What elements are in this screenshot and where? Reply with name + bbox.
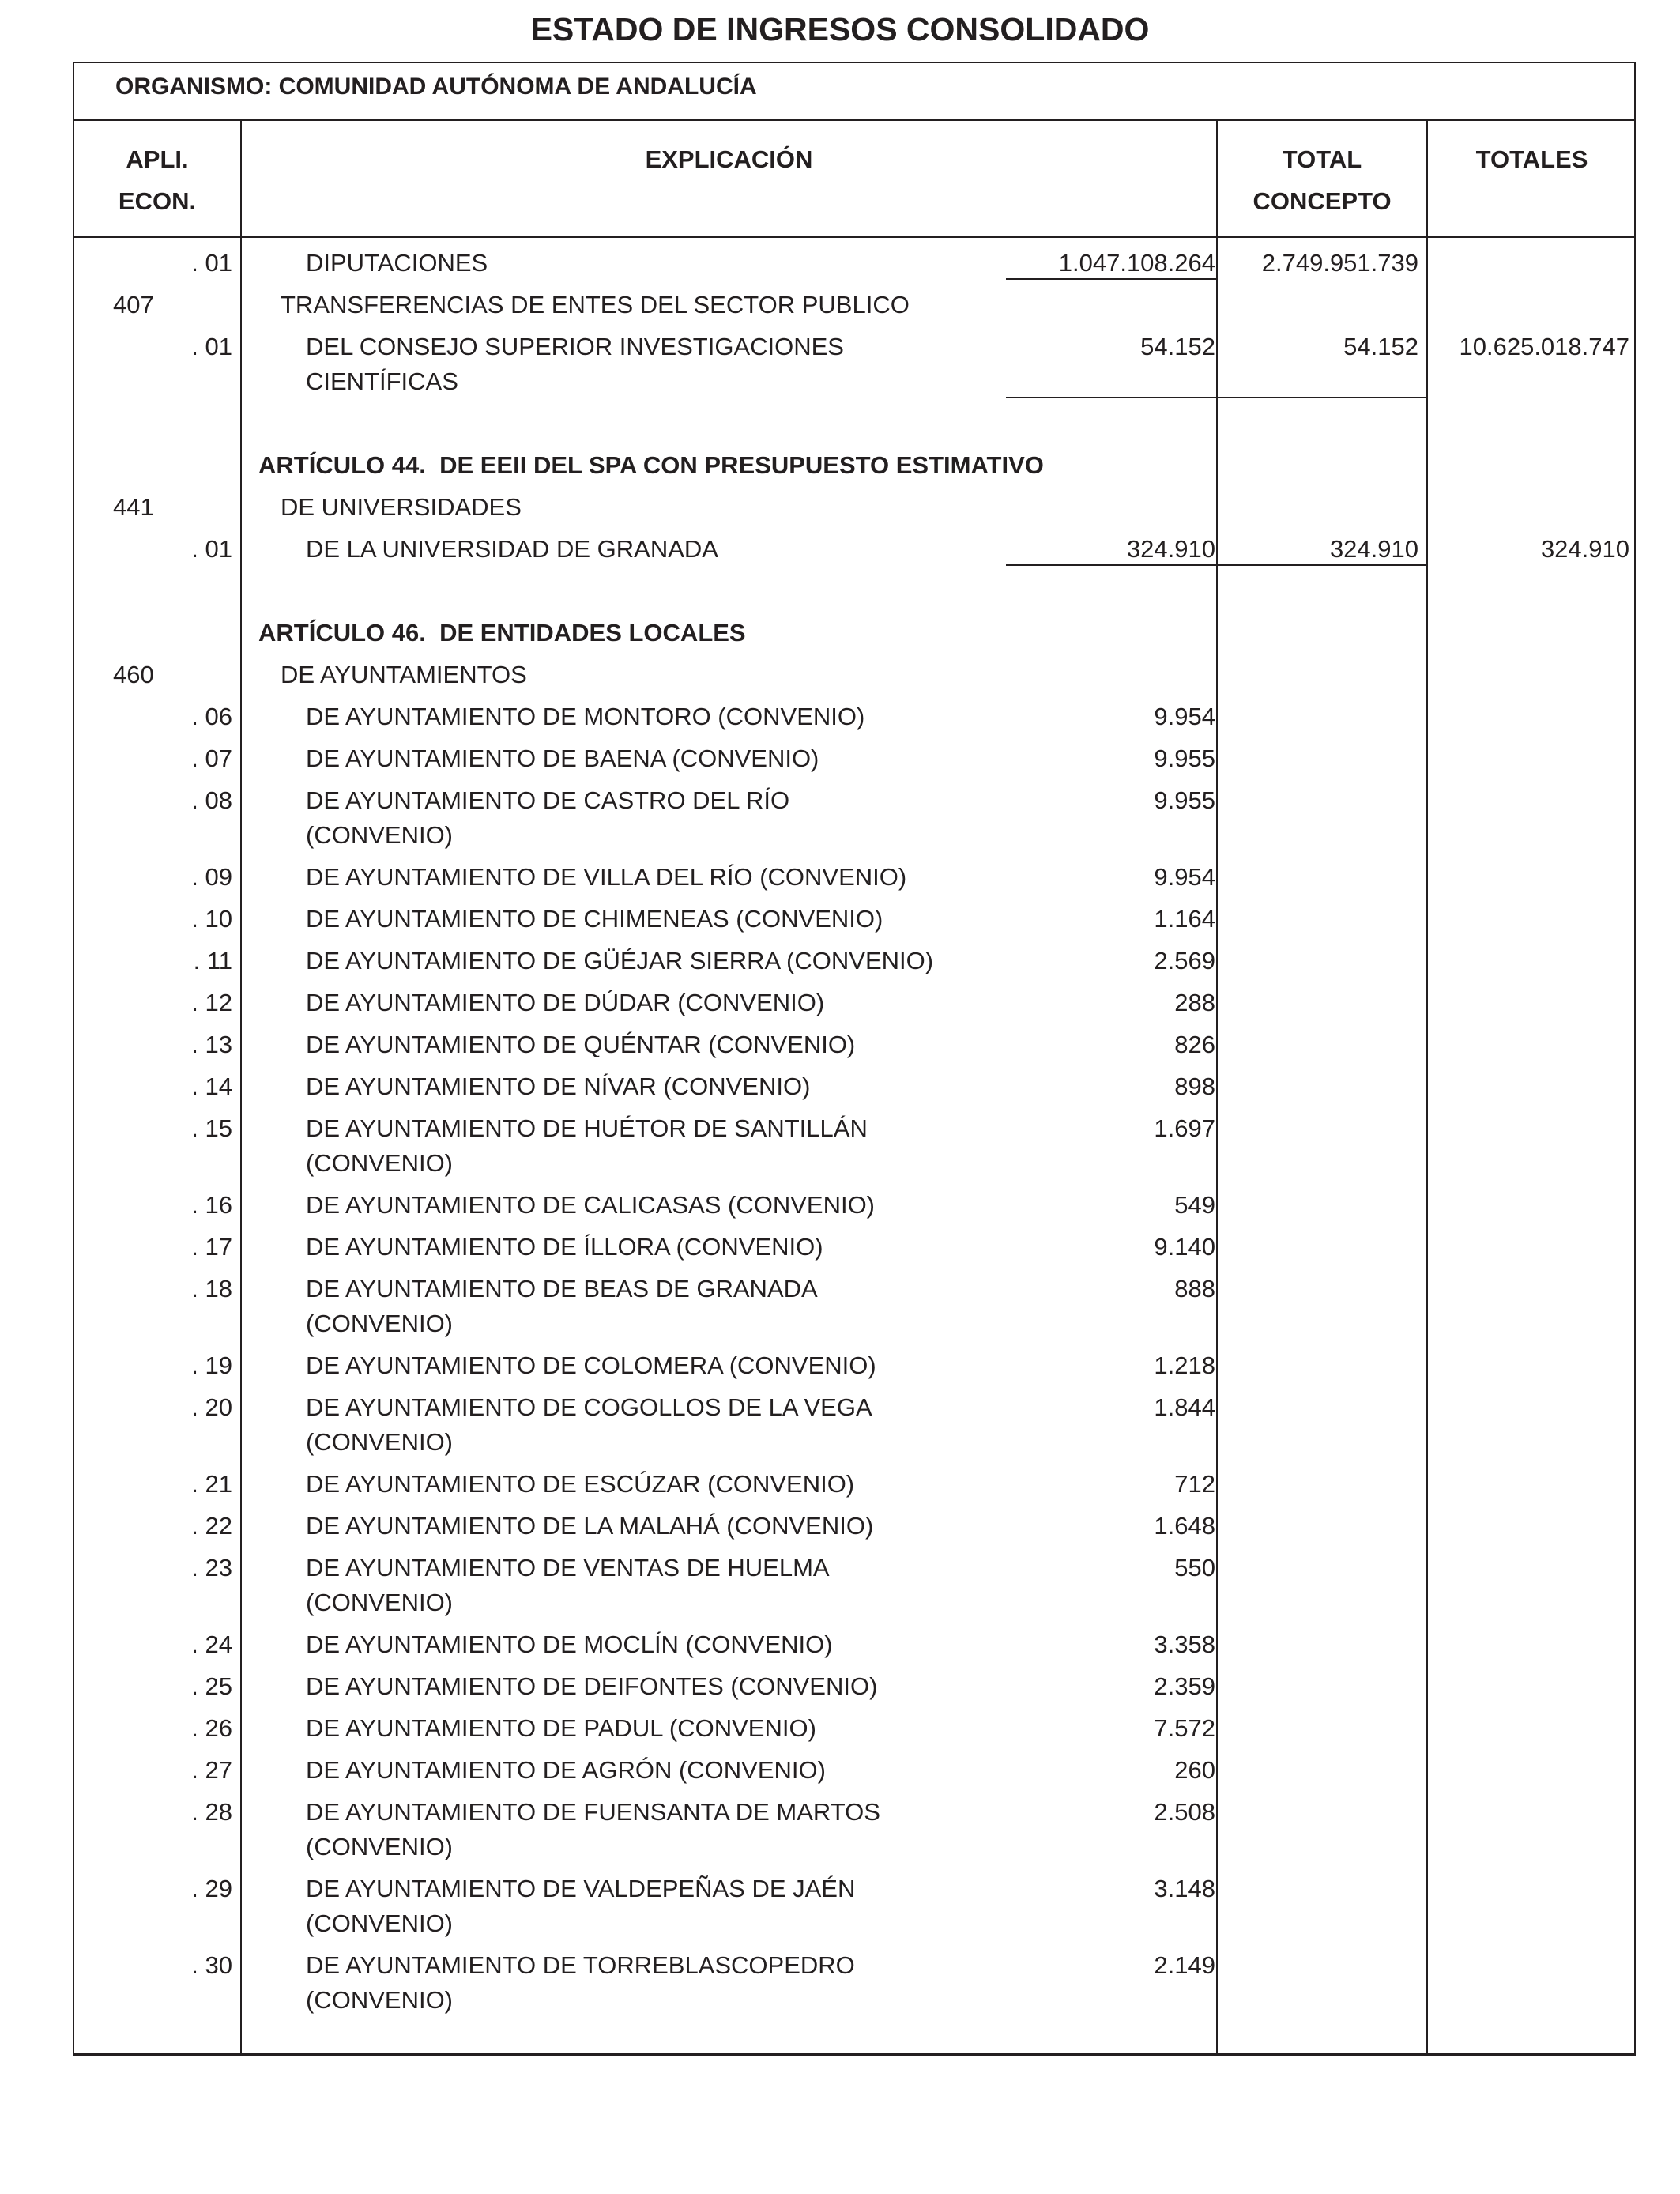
subtotal-underline: [1006, 564, 1426, 566]
apli-econ-code: . 11: [193, 947, 232, 974]
header-bottom-divider: [73, 236, 1636, 238]
explicacion-text: DE AYUNTAMIENTO DE COGOLLOS DE LA VEGA (CONVENIO): [306, 1393, 872, 1456]
concept-row: [73, 654, 1636, 696]
apli-econ-code: . 14: [191, 1072, 232, 1100]
table-row: [73, 528, 1636, 570]
table-row: [73, 1868, 1636, 1944]
amount-value: 54.152: [1140, 333, 1215, 360]
subtotal-underline: [1006, 278, 1216, 280]
explicacion-text: DE AYUNTAMIENTO DE QUÉNTAR (CONVENIO): [306, 1031, 856, 1058]
organismo-label: ORGANISMO: COMUNIDAD AUTÓNOMA DE ANDALUCÍA: [115, 74, 757, 100]
table-row: [73, 982, 1636, 1023]
apli-econ-code: . 13: [191, 1031, 232, 1058]
apli-econ-code: 407: [113, 291, 154, 319]
apli-econ-code: . 01: [191, 333, 232, 360]
amount-value: 1.047.108.264: [1058, 249, 1215, 277]
explicacion-text: ARTÍCULO 44. DE EEII DEL SPA CON PRESUPUESTO ESTIMATIVO: [258, 451, 1044, 479]
amount-value: 1.697: [1154, 1114, 1215, 1142]
amount-value: 9.955: [1154, 745, 1215, 772]
apli-econ-code: . 29: [191, 1875, 232, 1902]
apli-econ-code: . 19: [191, 1351, 232, 1379]
apli-econ-code: . 27: [191, 1756, 232, 1784]
table-row: [73, 1463, 1636, 1505]
table-row: [73, 1023, 1636, 1065]
table-row: [73, 737, 1636, 779]
table-row: [73, 1184, 1636, 1226]
total-concepto-value: 324.910: [1329, 535, 1418, 563]
explicacion-text: DE UNIVERSIDADES: [281, 493, 522, 521]
explicacion-text: DE AYUNTAMIENTO DE CHIMENEAS (CONVENIO): [306, 905, 883, 933]
explicacion-text: DE AYUNTAMIENTO DE TORREBLASCOPEDRO (CONVENIO): [306, 1951, 855, 2014]
explicacion-text: ARTÍCULO 46. DE ENTIDADES LOCALES: [258, 619, 746, 647]
explicacion-text: TRANSFERENCIAS DE ENTES DEL SECTOR PUBLICO: [281, 291, 910, 319]
explicacion-text: DE AYUNTAMIENTO DE VILLA DEL RÍO (CONVENIO): [306, 863, 907, 891]
table-row: [73, 1623, 1636, 1665]
apli-econ-code: . 10: [191, 905, 232, 933]
amount-value: 2.149: [1154, 1951, 1215, 1979]
explicacion-text: DE AYUNTAMIENTO DE COLOMERA (CONVENIO): [306, 1351, 876, 1379]
apli-econ-code: . 26: [191, 1714, 232, 1742]
totales-value: 324.910: [1540, 535, 1629, 563]
apli-econ-code: . 22: [191, 1512, 232, 1540]
explicacion-text: DE LA UNIVERSIDAD DE GRANADA: [306, 535, 718, 563]
article-heading-row: [73, 444, 1636, 486]
header-total-concepto: [1218, 138, 1426, 222]
amount-value: 1.844: [1154, 1393, 1215, 1421]
apli-econ-code: . 21: [191, 1470, 232, 1498]
table-row: [73, 242, 1636, 284]
amount-value: 2.569: [1154, 947, 1215, 974]
amount-value: 1.218: [1154, 1351, 1215, 1379]
header-explicacion: EXPLICACIÓN: [645, 145, 813, 173]
explicacion-text: DE AYUNTAMIENTO DE PADUL (CONVENIO): [306, 1714, 816, 1742]
header-econ: ECON.: [118, 187, 197, 215]
amount-value: 3.148: [1154, 1875, 1215, 1902]
amount-value: 9.955: [1154, 786, 1215, 814]
table-row: [73, 1268, 1636, 1344]
apli-econ-code: . 15: [191, 1114, 232, 1142]
explicacion-text: DE AYUNTAMIENTO DE MOCLÍN (CONVENIO): [306, 1630, 833, 1658]
explicacion-text: DE AYUNTAMIENTO DE DÚDAR (CONVENIO): [306, 989, 825, 1016]
explicacion-text: DE AYUNTAMIENTO DE MONTORO (CONVENIO): [306, 703, 865, 730]
header-total: TOTAL: [1282, 145, 1362, 173]
explicacion-text: DE AYUNTAMIENTO DE BEAS DE GRANADA (CONVENIO): [306, 1275, 818, 1337]
apli-econ-code: . 07: [191, 745, 232, 772]
blank-row: [73, 570, 1636, 612]
apli-econ-code: . 24: [191, 1630, 232, 1658]
amount-value: 9.954: [1154, 863, 1215, 891]
amount-value: 324.910: [1126, 535, 1215, 563]
explicacion-text: DE AYUNTAMIENTO DE CALICASAS (CONVENIO): [306, 1191, 876, 1219]
apli-econ-code: . 06: [191, 703, 232, 730]
blank-row: [73, 402, 1636, 444]
table-row: [73, 1386, 1636, 1463]
apli-econ-code: . 30: [191, 1951, 232, 1979]
table-row: [73, 1944, 1636, 2021]
explicacion-text: DE AYUNTAMIENTO DE DEIFONTES (CONVENIO): [306, 1672, 878, 1700]
explicacion-text: DIPUTACIONES: [306, 249, 488, 277]
apli-econ-code: . 01: [191, 535, 232, 563]
apli-econ-code: . 09: [191, 863, 232, 891]
header-apli-econ: [74, 138, 240, 222]
total-concepto-value: 2.749.951.739: [1261, 249, 1418, 277]
explicacion-text: DE AYUNTAMIENTO DE LA MALAHÁ (CONVENIO): [306, 1512, 874, 1540]
table-row: [73, 1226, 1636, 1268]
explicacion-text: DE AYUNTAMIENTOS: [281, 661, 527, 688]
apli-econ-code: . 16: [191, 1191, 232, 1219]
subtotal-underline: [1006, 397, 1426, 398]
explicacion-text: DE AYUNTAMIENTO DE ESCÚZAR (CONVENIO): [306, 1470, 855, 1498]
table-row: [73, 779, 1636, 856]
explicacion-text: DEL CONSEJO SUPERIOR INVESTIGACIONES CIENTÍFICAS: [306, 333, 844, 395]
table-row: [73, 856, 1636, 898]
article-heading-row: [73, 612, 1636, 654]
table-row: [73, 940, 1636, 982]
table-row: [73, 696, 1636, 737]
table-row: [73, 326, 1636, 402]
amount-value: 549: [1174, 1191, 1215, 1219]
amount-value: 898: [1174, 1072, 1215, 1100]
explicacion-text: DE AYUNTAMIENTO DE VALDEPEÑAS DE JAÉN (CONVENIO): [306, 1875, 856, 1937]
table-row: [73, 1065, 1636, 1107]
table-row: [73, 1707, 1636, 1749]
explicacion-text: DE AYUNTAMIENTO DE FUENSANTA DE MARTOS (CONVENIO): [306, 1798, 880, 1860]
amount-value: 288: [1174, 989, 1215, 1016]
amount-value: 1.648: [1154, 1512, 1215, 1540]
table-row: [73, 898, 1636, 940]
amount-value: 826: [1174, 1031, 1215, 1058]
header-divider: [73, 119, 1636, 121]
amount-value: 3.358: [1154, 1630, 1215, 1658]
table-row: [73, 1344, 1636, 1386]
amount-value: 2.508: [1154, 1798, 1215, 1826]
explicacion-text: DE AYUNTAMIENTO DE HUÉTOR DE SANTILLÁN (CONVENIO): [306, 1114, 868, 1177]
table-row: [73, 1107, 1636, 1184]
apli-econ-code: . 08: [191, 786, 232, 814]
apli-econ-code: 460: [113, 661, 154, 688]
apli-econ-code: . 01: [191, 249, 232, 277]
explicacion-text: DE AYUNTAMIENTO DE VENTAS DE HUELMA (CONVENIO): [306, 1554, 830, 1616]
header-totales: TOTALES: [1475, 145, 1588, 173]
table-body: [73, 242, 1636, 2021]
table-row: [73, 1791, 1636, 1868]
explicacion-text: DE AYUNTAMIENTO DE AGRÓN (CONVENIO): [306, 1756, 826, 1784]
amount-value: 888: [1174, 1275, 1215, 1302]
amount-value: 2.359: [1154, 1672, 1215, 1700]
apli-econ-code: . 18: [191, 1275, 232, 1302]
header-apli: APLI.: [126, 145, 189, 173]
amount-value: 550: [1174, 1554, 1215, 1581]
concept-row: [73, 486, 1636, 528]
amount-value: 9.954: [1154, 703, 1215, 730]
table-row: [73, 1547, 1636, 1623]
document-title: ESTADO DE INGRESOS CONSOLIDADO: [530, 11, 1150, 47]
table-row: [73, 1665, 1636, 1707]
apli-econ-code: 441: [113, 493, 154, 521]
apli-econ-code: . 17: [191, 1233, 232, 1261]
amount-value: 260: [1174, 1756, 1215, 1784]
header-concepto: CONCEPTO: [1252, 187, 1392, 215]
amount-value: 9.140: [1154, 1233, 1215, 1261]
table-row: [73, 1505, 1636, 1547]
totales-value: 10.625.018.747: [1459, 333, 1629, 360]
apli-econ-code: . 25: [191, 1672, 232, 1700]
explicacion-text: DE AYUNTAMIENTO DE GÜÉJAR SIERRA (CONVENIO): [306, 947, 934, 974]
total-concepto-value: 54.152: [1343, 333, 1418, 360]
amount-value: 712: [1174, 1470, 1215, 1498]
explicacion-text: DE AYUNTAMIENTO DE CASTRO DEL RÍO (CONVENIO): [306, 786, 790, 849]
apli-econ-code: . 12: [191, 989, 232, 1016]
explicacion-text: DE AYUNTAMIENTO DE NÍVAR (CONVENIO): [306, 1072, 811, 1100]
apli-econ-code: . 28: [191, 1798, 232, 1826]
concept-row: [73, 284, 1636, 326]
apli-econ-code: . 20: [191, 1393, 232, 1421]
table-row: [73, 1749, 1636, 1791]
explicacion-text: DE AYUNTAMIENTO DE ÍLLORA (CONVENIO): [306, 1233, 823, 1261]
amount-value: 7.572: [1154, 1714, 1215, 1742]
amount-value: 1.164: [1154, 905, 1215, 933]
apli-econ-code: . 23: [191, 1554, 232, 1581]
explicacion-text: DE AYUNTAMIENTO DE BAENA (CONVENIO): [306, 745, 819, 772]
